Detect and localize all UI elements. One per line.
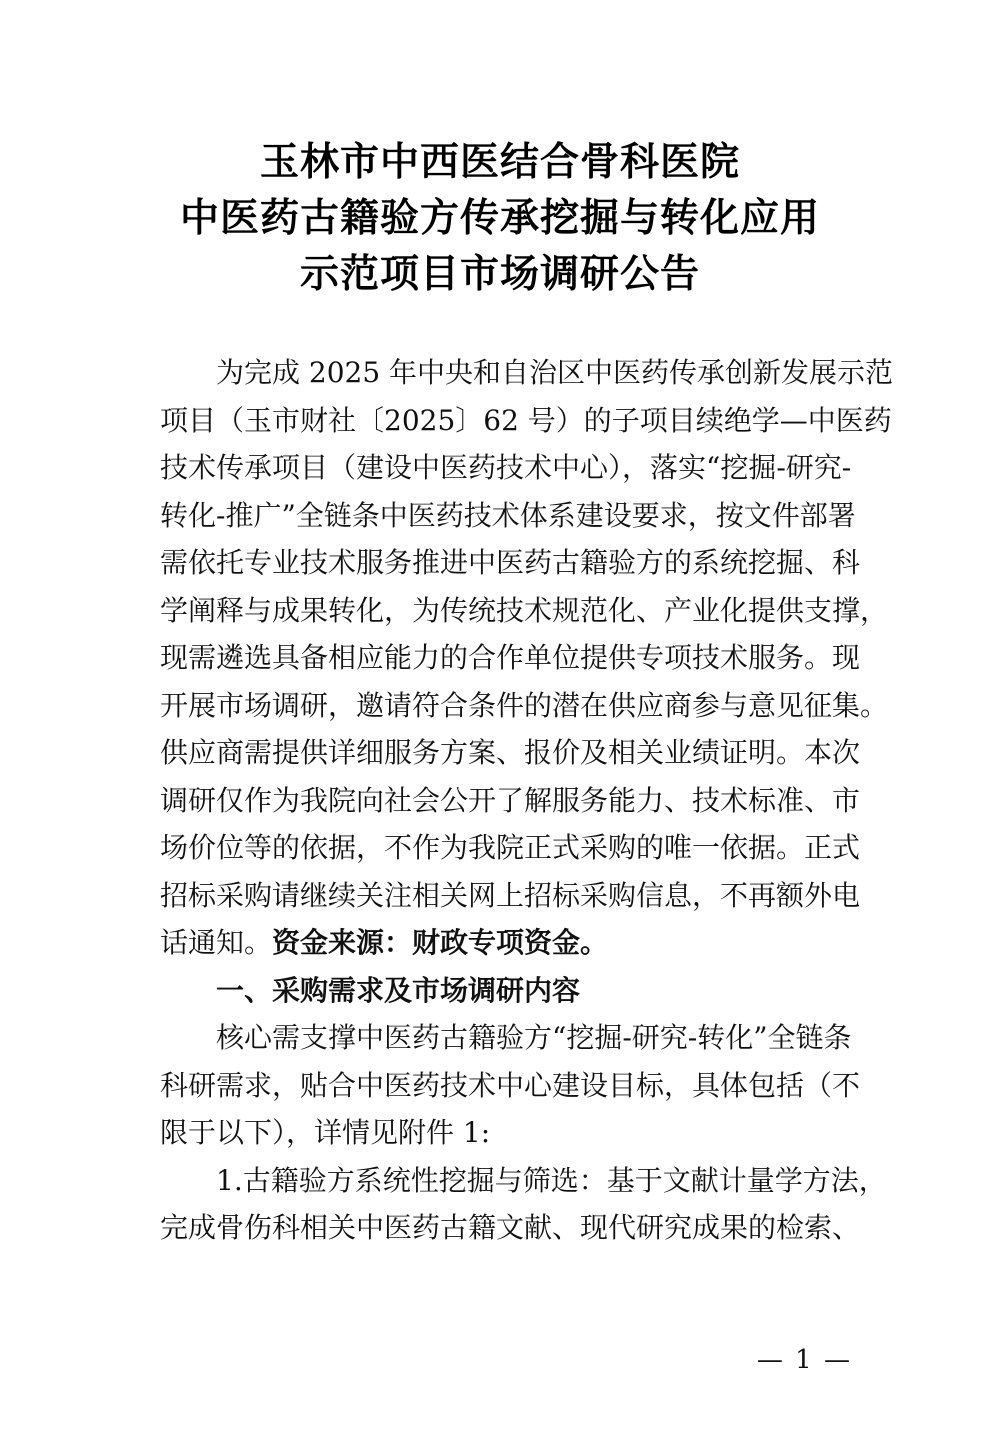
list-item-line: 完成骨伤科相关中医药古籍文献、现代研究成果的检索、	[160, 1211, 861, 1244]
section-line: 限于以下），详情见附件 1:	[160, 1116, 491, 1149]
intro-line: 学阐释与成果转化，为传统技术规范化、产业化提供支撑，	[160, 593, 889, 627]
section-heading: 一、采购需求及市场调研内容	[216, 973, 581, 1007]
title-line-1: 玉林市中西医结合骨科医院	[259, 139, 740, 185]
intro-line: 现需遴选具备相应能力的合作单位提供专项技术服务。现	[160, 641, 861, 674]
intro-line: 开展市场调研，邀请符合条件的潜在供应商参与意见征集。	[160, 688, 889, 722]
intro-last-line-prefix: 话通知。	[160, 926, 273, 959]
intro-line: 项目（玉市财社〔2025〕62 号）的子项目续绝学—中医药	[160, 403, 892, 437]
section-line: 科研需求，贴合中医药技术中心建设目标，具体包括（不	[160, 1068, 861, 1102]
intro-line: 供应商需提供详细服务方案、报价及相关业绩证明。本次	[160, 736, 861, 769]
intro-line: 转化-推广”全链条中医药技术体系建设要求，按文件部署	[160, 498, 856, 532]
document-title	[0, 134, 1000, 302]
intro-line: 调研仅作为我院向社会公开了解服务能力、技术标准、市	[160, 783, 861, 817]
page-number: — 1 —	[756, 1345, 852, 1375]
section-line: 核心需支撑中医药古籍验方“挖掘-研究-转化”全链条	[216, 1021, 852, 1054]
document-body	[160, 349, 894, 1252]
intro-line: 为完成 2025 年中央和自治区中医药传承创新发展示范	[216, 356, 894, 389]
list-item-line: 1.古籍验方系统性挖掘与筛选：基于文献计量学方法，	[216, 1163, 887, 1197]
funding-source: 资金来源：财政专项资金。	[272, 926, 609, 959]
list-item	[160, 1157, 887, 1252]
title-line-2: 中医药古籍验方传承挖掘与转化应用	[179, 195, 820, 241]
intro-paragraph	[160, 349, 894, 967]
intro-line: 需依托专业技术服务推进中医药古籍验方的系统挖掘、科	[160, 546, 861, 579]
intro-last-line	[160, 919, 850, 967]
title-line-3: 示范项目市场调研公告	[299, 251, 700, 297]
section-paragraph	[160, 1014, 861, 1157]
intro-line: 技术传承项目（建设中医药技术中心），落实“挖掘-研究-	[160, 451, 852, 484]
intro-line: 招标采购请继续关注相关网上招标采购信息，不再额外电	[160, 878, 861, 912]
intro-line: 场价位等的依据，不作为我院正式采购的唯一依据。正式	[160, 831, 861, 864]
